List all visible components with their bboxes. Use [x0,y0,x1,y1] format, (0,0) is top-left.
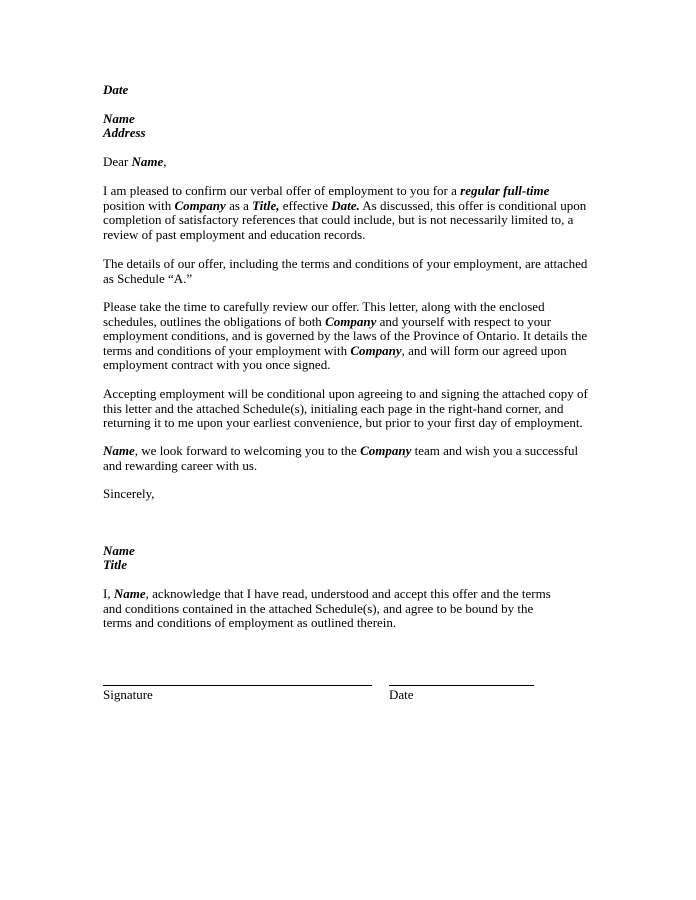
p3-text-e: , and will form our agreed upon employment contract with you once signed. [103,342,567,373]
recipient-address: Address [103,125,146,140]
paragraph-details: The details of our offer, including the terms and conditions of your employment, are attached as Schedule “A.” [103,256,588,286]
p3-company: Company [325,313,377,329]
paragraph-acknowledgement [103,587,563,631]
p5-text-d: team and wish you a successful and rewarding career with us. [103,443,579,473]
p5-company: Company [360,443,412,458]
p5-name: Name [103,443,135,458]
p3-text-c: and yourself with respect to your employment conditions, and is governed by the laws of the Province of Ontario. It details the terms and conditions of your employment with [103,313,588,358]
recipient-name: Name [103,111,135,126]
signature-line [103,685,372,686]
paragraph-review [103,300,595,373]
p1-text-c: position with [103,197,175,213]
p1-text-e: as a [225,197,253,213]
p1-title: Title, [252,197,280,213]
p1-company: Company [174,197,226,213]
date-line [389,685,534,686]
paragraph-acceptance: Accepting employment will be conditional upon agreeing to and signing the attached copy of this letter and the attached Schedule(s), initialing each page in the right-hand corner, and returning it to me upon your earliest convenience, but prior to your first day of employment. [103,386,588,431]
ack-name: Name [113,586,146,601]
date-label: Date [389,687,414,702]
paragraph-welcome [103,444,589,473]
salutation [103,155,603,170]
ack-text-a: I, [103,586,114,601]
p1-text-i: As discussed, this offer is conditional upon completion of satisfactory references that could include, but is not necessarily limited to, a review of past employment and education records. [103,197,587,242]
ack-text-c: , acknowledge that I have read, understood and accept this offer and the terms and conditions contained in the attached Schedule(s), and agree to be bound by the terms and conditions of employment as outlined therein. [103,586,551,631]
date-placeholder: Date [103,82,129,97]
salutation-comma: , [163,154,167,169]
p1-date: Date. [331,197,360,213]
p3-text-a: Please take the time to carefully review our offer. This letter, along with the enclosed schedules, outlines the obligations of both [103,299,545,329]
paragraph-offer [103,184,593,242]
signer-name: Name [103,543,135,558]
p1-employment-type: regular full-time [460,183,550,198]
p5-text-b: , we look forward to welcoming you to the [134,443,361,458]
salutation-name: Name [131,154,164,169]
signer-title: Title [103,557,128,572]
closing-sincerely: Sincerely, [103,486,155,501]
signature-label: Signature [103,687,153,702]
salutation-dear: Dear [103,154,132,169]
p3-company-2: Company [350,342,402,358]
p1-text-g: effective [279,197,332,213]
p1-text-a: I am pleased to confirm our verbal offer of employment to you for a [103,183,461,198]
